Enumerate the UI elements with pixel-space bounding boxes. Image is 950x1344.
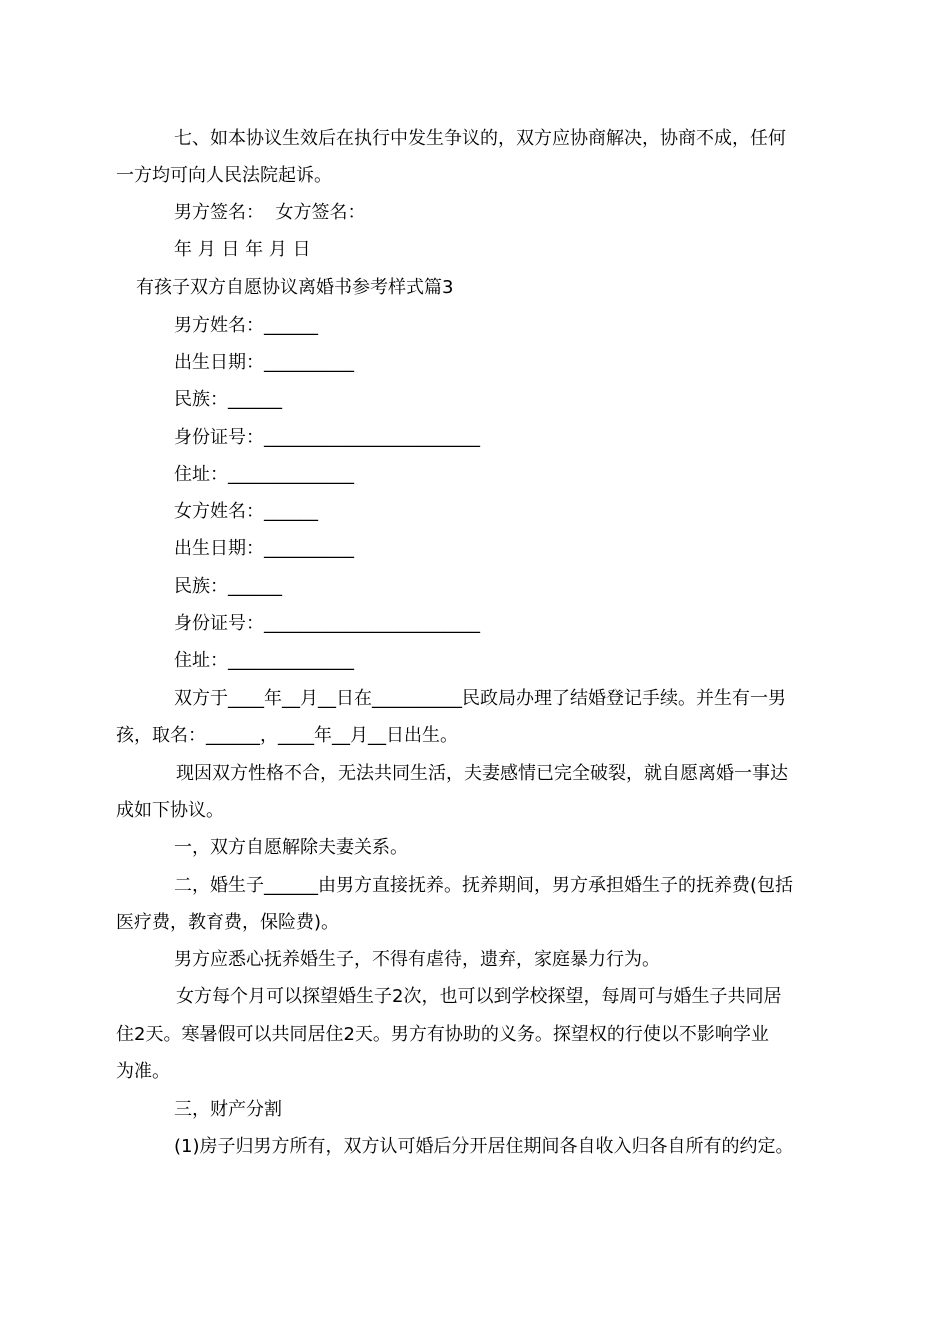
female-id-field: 身份证号：________________________ <box>174 613 480 634</box>
marriage-line-2: 孩，取名：______，____年__月__日出生。 <box>116 725 458 746</box>
female-name-field: 女方姓名：______ <box>174 501 318 522</box>
female-birthdate-field: 出生日期：__________ <box>174 538 354 559</box>
clause-1-line: 一，双方自愿解除夫妻关系。 <box>174 837 408 858</box>
date-line: 年 月 日 年 月 日 <box>174 239 311 260</box>
clause-2-line-2: 医疗费，教育费，保险费)。 <box>116 912 340 933</box>
visitation-line-2: 住2天。寒暑假可以共同居住2天。男方有协助的义务。探望权的行使以不影响学业 <box>116 1024 769 1045</box>
male-ethnicity-field: 民族：______ <box>174 389 282 410</box>
reason-line-2: 成如下协议。 <box>116 800 224 821</box>
male-id-field: 身份证号：________________________ <box>174 427 480 448</box>
clause-2-line-1: 二，婚生子______由男方直接抚养。抚养期间，男方承担婚生子的抚养费(包括 <box>174 875 794 896</box>
clause-3-heading: 三，财产分割 <box>174 1099 282 1120</box>
male-birthdate-field: 出生日期：__________ <box>174 352 354 373</box>
clause-7-line-1: 七、如本协议生效后在执行中发生争议的，双方应协商解决，协商不成，任何 <box>174 128 786 149</box>
care-line: 男方应悉心抚养婚生子，不得有虐待，遗弃，家庭暴力行为。 <box>174 949 660 970</box>
female-address-field: 住址：______________ <box>174 650 354 671</box>
visitation-line-3: 为准。 <box>116 1061 170 1082</box>
signature-line: 男方签名： 女方签名： <box>174 202 366 223</box>
male-name-field: 男方姓名：______ <box>174 315 318 336</box>
male-address-field: 住址：______________ <box>174 464 354 485</box>
marriage-line-1: 双方于____年__月__日在__________民政局办理了结婚登记手续。并生有一男 <box>174 688 786 709</box>
property-item-1: (1)房子归男方所有，双方认可婚后分开居住期间各自收入归各自所有的约定。 <box>174 1136 794 1157</box>
visitation-line-1: 女方每个月可以探望婚生子2次，也可以到学校探望，每周可与婚生子共同居 <box>176 986 782 1007</box>
clause-7-line-2: 一方均可向人民法院起诉。 <box>116 165 332 186</box>
section-title: 有孩子双方自愿协议离婚书参考样式篇3 <box>136 277 454 298</box>
reason-line-1: 现因双方性格不合，无法共同生活，夫妻感情已完全破裂，就自愿离婚一事达 <box>176 763 788 784</box>
female-ethnicity-field: 民族：______ <box>174 576 282 597</box>
